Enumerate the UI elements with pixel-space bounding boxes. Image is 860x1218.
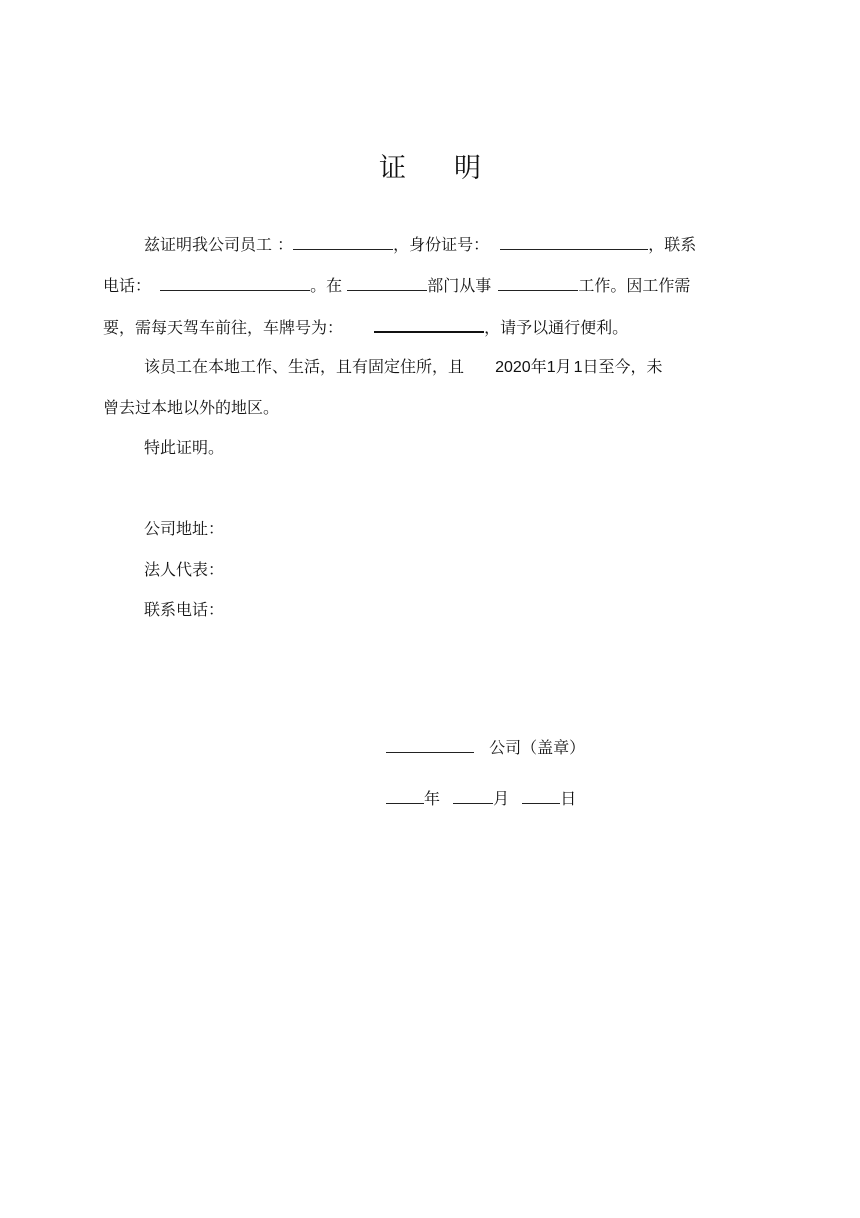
month-value: 1 xyxy=(546,359,556,376)
title-char-1: 证 xyxy=(379,153,406,184)
date-line xyxy=(386,787,576,810)
at-text: 。在 xyxy=(310,276,343,295)
colon: ： xyxy=(277,235,294,254)
year-blank[interactable] xyxy=(386,787,424,804)
intro-text: 兹证明我公司员工 xyxy=(144,235,273,254)
month-blank[interactable] xyxy=(453,787,493,804)
title-char-2: 明 xyxy=(454,153,481,184)
document-title xyxy=(0,146,860,185)
id-number-blank[interactable] xyxy=(500,233,648,250)
residence-text: 该员工在本地工作、生活，且有固定住所，且 xyxy=(144,357,465,376)
id-number-label: ，身份证号： xyxy=(393,235,490,254)
company-address-label: 公司地址： xyxy=(144,519,225,538)
body-line-6 xyxy=(144,437,224,459)
department-blank[interactable] xyxy=(347,274,427,291)
company-name-blank[interactable] xyxy=(386,736,474,753)
company-seal-text: 公司（盖章） xyxy=(489,738,586,757)
plate-label: 要，需每天驾车前往，车牌号为： xyxy=(103,318,344,337)
phone-blank[interactable] xyxy=(160,274,310,291)
body-line-2 xyxy=(103,274,690,297)
body-line-4 xyxy=(144,356,663,379)
department-text: 部门从事 xyxy=(427,276,492,295)
month-label: 月 xyxy=(493,789,510,808)
job-blank[interactable] xyxy=(498,274,578,291)
employee-name-blank[interactable] xyxy=(293,233,393,250)
phone-label: 电话： xyxy=(103,276,152,295)
pass-request-text: ，请予以通行便利。 xyxy=(484,318,629,337)
closing-statement: 特此证明。 xyxy=(144,438,225,457)
year-unit: 年 xyxy=(530,357,547,376)
legal-representative-label: 法人代表： xyxy=(144,560,225,579)
plate-number-blank[interactable] xyxy=(374,315,484,333)
day-blank[interactable] xyxy=(522,787,560,804)
year-value: 2020 xyxy=(495,359,531,376)
body-line-1 xyxy=(144,233,696,256)
company-seal-line xyxy=(386,736,585,759)
company-phone-label: 联系电话： xyxy=(144,600,225,619)
travel-statement: 曾去过本地以外的地区。 xyxy=(103,398,280,417)
work-need-text: 工作。因工作需 xyxy=(578,276,691,295)
body-line-3 xyxy=(103,315,628,339)
year-label: 年 xyxy=(424,789,441,808)
contact-label-start: ，联系 xyxy=(648,235,697,254)
body-line-5 xyxy=(103,397,279,419)
month-unit: 月 xyxy=(555,357,572,376)
day-label: 日 xyxy=(560,789,577,808)
since-text: 日至今，未 xyxy=(582,357,663,376)
day-value: 1 xyxy=(573,359,583,376)
